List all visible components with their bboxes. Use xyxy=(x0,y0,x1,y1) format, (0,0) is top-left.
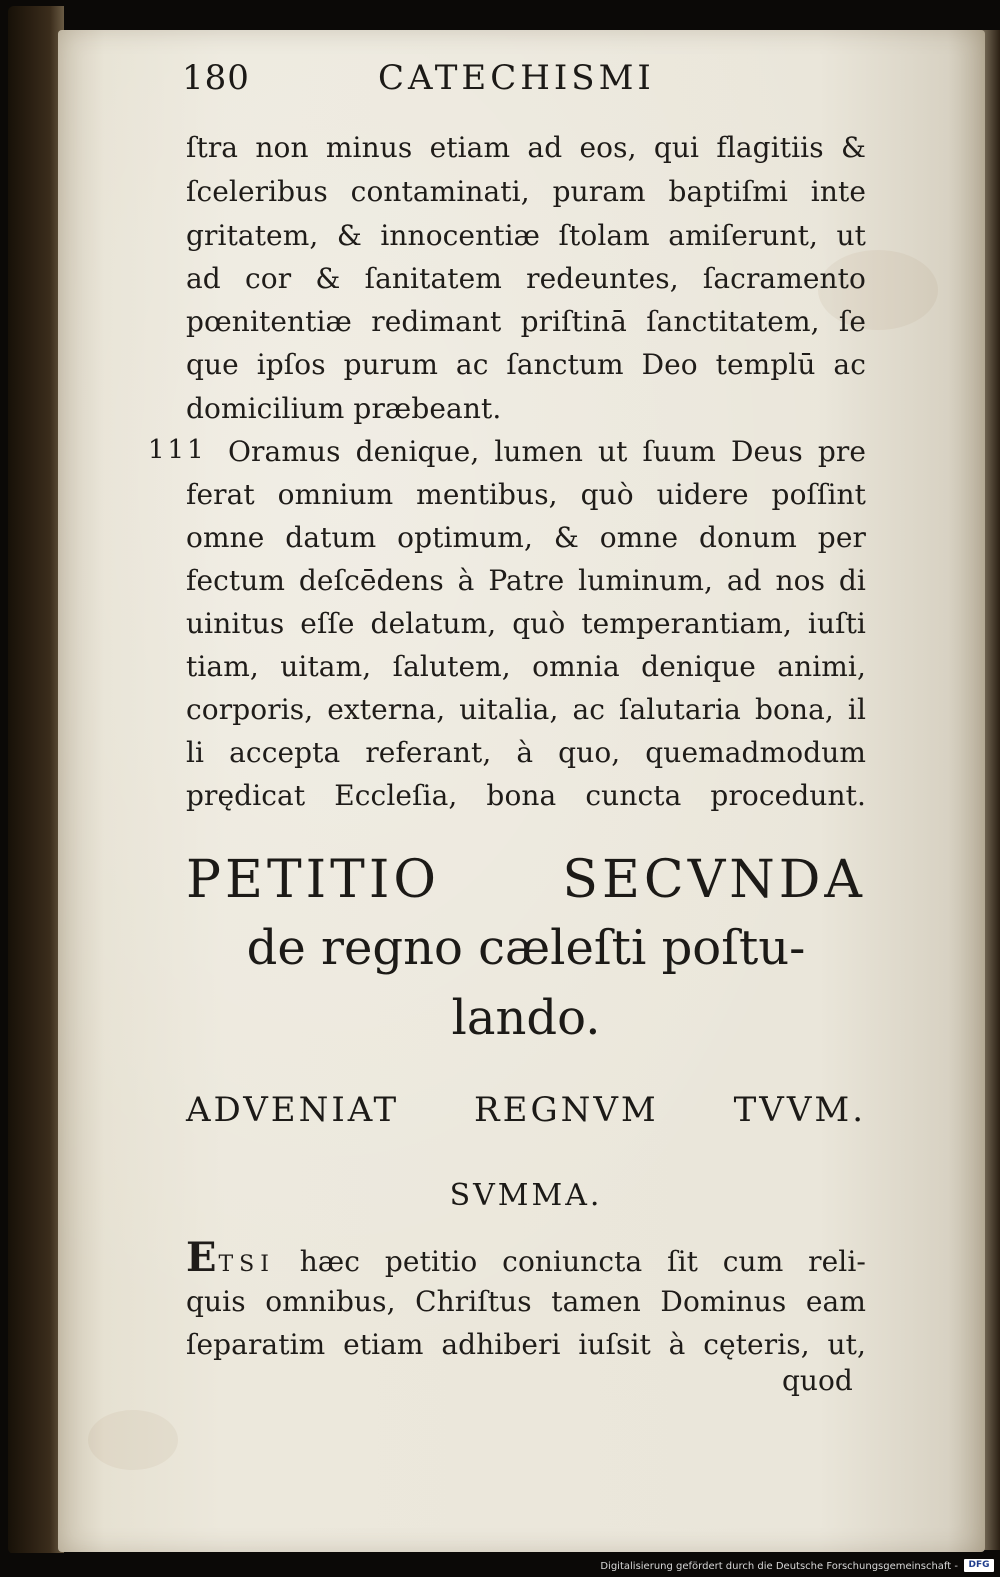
text-line: uinitus eſſe delatum, quò temperantiam, iuſti xyxy=(186,607,866,640)
running-title: CATECHISMI xyxy=(378,58,655,98)
running-header xyxy=(182,58,655,98)
text-line: quis omnibus, Chriſtus tamen Dominus eam xyxy=(186,1285,866,1318)
text-line xyxy=(186,1234,866,1285)
text-line: fectum deſcēdens à Patre luminum, ad nos di xyxy=(186,564,866,597)
text-line: ſceleribus contaminati, puram baptiſmi inte xyxy=(186,175,866,208)
text-line: gritatem, & innocentiæ ſtolam amiſerunt, ut xyxy=(186,219,866,252)
text-line: li accepta referant, à quo, quemadmodum xyxy=(186,736,866,769)
book-spine-edge xyxy=(8,6,64,1554)
summa-heading: SVMMA. xyxy=(449,1178,603,1213)
section-subheading-end: lando. xyxy=(451,990,601,1046)
section-subheading: de regno cæleſti poſtu- xyxy=(246,920,806,976)
initial-letter: E xyxy=(186,1234,219,1281)
page-number: 180 xyxy=(182,58,250,98)
text-line: ad cor & ſanitatem redeuntes, ſacramento xyxy=(186,262,866,295)
catchword: quod xyxy=(782,1364,853,1397)
text-line: tiam, uitam, ſalutem, omnia denique animi, xyxy=(186,650,866,683)
line-text: hæc petitio coniuncta ſit cum reli- xyxy=(299,1245,866,1278)
text-line: Oramus denique, lumen ut ſuum Deus pre xyxy=(228,435,866,468)
text-line: corporis, externa, uitalia, ac ſalutaria bona, il xyxy=(186,693,866,726)
text-line: ſtra non minus etiam ad eos, qui flagitiis & xyxy=(186,131,866,164)
text-line: pœnitentiæ redimant priſtinā ſanctitatem, ſe xyxy=(186,305,866,338)
marginal-number: 111 xyxy=(148,435,207,465)
text-line: que ipſos purum ac ſanctum Deo templū ac xyxy=(186,348,866,381)
text-line: ferat omnium mentibus, quò uidere poſſint xyxy=(186,478,866,511)
initial-word-rest: TSI xyxy=(218,1252,275,1277)
footer-bar xyxy=(0,1553,1000,1577)
text-line: ſeparatim etiam adhiberi iuſsit à cęteris, ut, xyxy=(186,1328,866,1361)
text-line: prędicat Eccleſia, bona cuncta procedunt. xyxy=(186,779,866,812)
petition-text: ADVENIAT REGNVM TVVM. xyxy=(186,1090,866,1130)
section-heading: PETITIO SECVNDA xyxy=(186,850,866,910)
text-line: domicilium præbeant. xyxy=(186,392,502,425)
footer-credit: Digitalisierung gefördert durch die Deutsche Forschungsgemeinschaft - xyxy=(600,1561,958,1572)
text-line: omne datum optimum, & omne donum per xyxy=(186,521,866,554)
paper-stain xyxy=(88,1410,178,1470)
dfg-logo: DFG xyxy=(964,1559,994,1572)
